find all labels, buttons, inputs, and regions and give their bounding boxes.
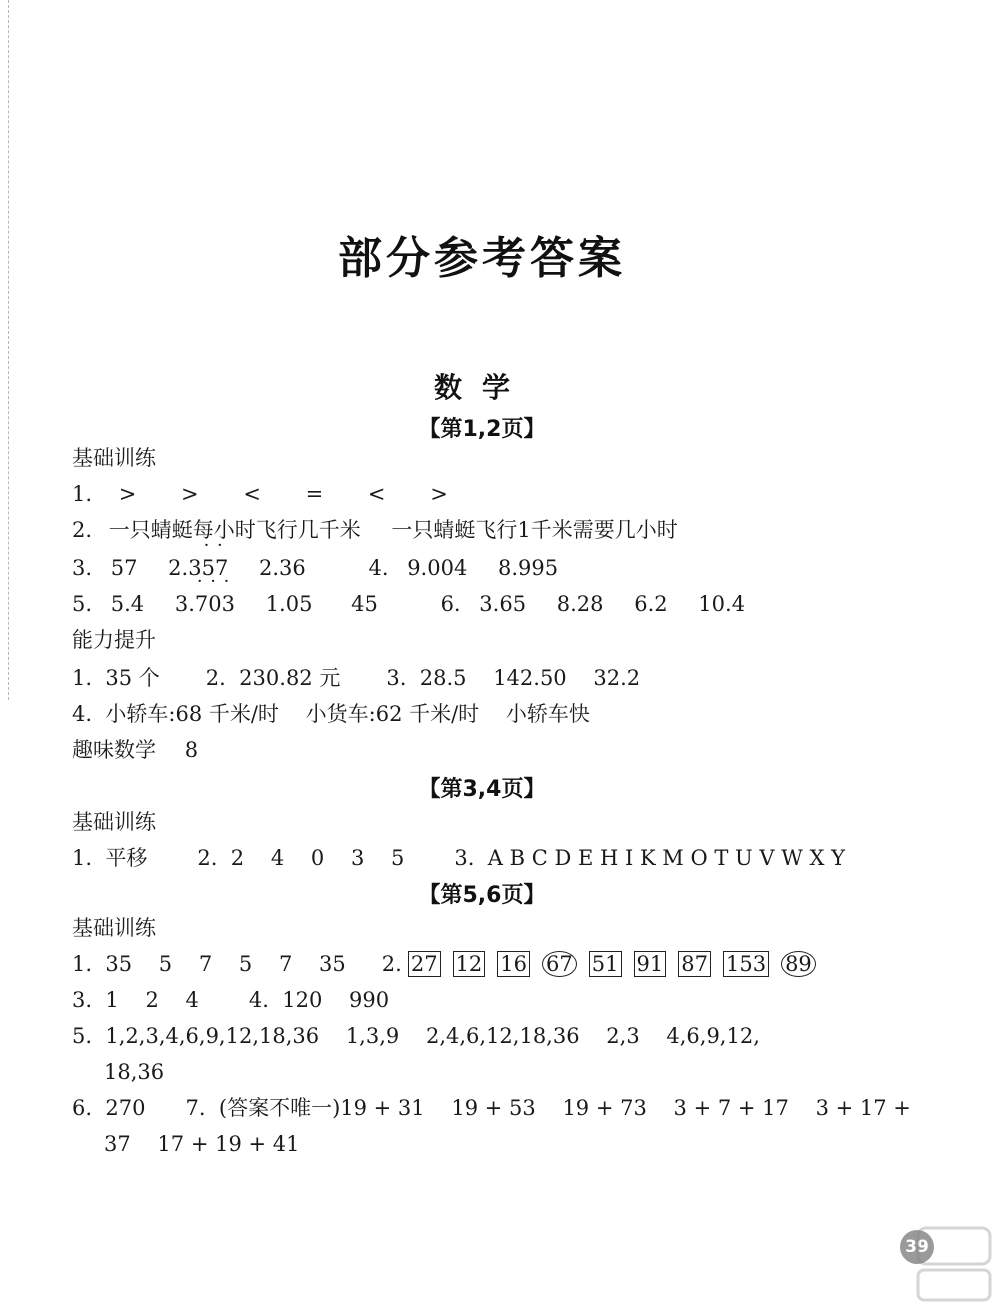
boxed-number: 51 <box>589 951 622 977</box>
answer-line-a1-a3: 1. 35 个 2. 230.82 元 3. 28.5 142.50 32.2 <box>72 666 641 690</box>
answer-line-a4: 4. 小轿车:68 千米/时 小货车:62 千米/时 小轿车快 <box>72 702 590 726</box>
watermark-logo <box>912 1218 996 1308</box>
answer-line-p56-q7-cont: 37 17 + 19 + 41 <box>104 1132 300 1156</box>
boxed-number: 27 <box>408 951 441 977</box>
marked-numbers <box>402 950 822 978</box>
circled-number: 67 <box>542 951 577 977</box>
section-heading-p12: 【第1,2页】 <box>418 417 546 442</box>
basic-training-label: 基础训练 <box>72 446 156 470</box>
answer-line-p56-q5: 5. 1,2,3,4,6,9,12,18,36 1,3,9 2,4,6,12,18,36 2,3 4,6,9,12, <box>72 1024 760 1048</box>
binding-dashed-line <box>8 0 9 700</box>
section-heading-p56: 【第5,6页】 <box>418 883 546 908</box>
answer-line-p56-q6-q7: 6. 270 7. (答案不唯一)19 + 31 19 + 53 19 + 73 3 + 7 + 17 3 + 17 + <box>72 1096 911 1120</box>
fun-math-line: 趣味数学 8 <box>72 738 199 762</box>
boxed-number: 16 <box>497 951 530 977</box>
answer-line-q5-q6: 5. 5.4 3.· 7· 0· 3 1.05 45 6. 3.65 8.28 6.2 10.4 <box>72 590 745 618</box>
answer-line-q3-q4: 3. 57 2.3· 5· 7 2.36 4. 9.004 8.995 <box>72 554 558 582</box>
answer-line-p56-q1-q2: 1. 35 5 7 5 7 35 2. 27 12 16 67 51 91 87 153 89 <box>72 950 822 978</box>
boxed-number: 153 <box>723 951 769 977</box>
answer-line-p56-q5-cont: 18,36 <box>104 1060 165 1084</box>
answer-line-p56-q3-q4: 3. 1 2 4 4. 120 990 <box>72 988 390 1012</box>
page-title: 部分参考答案 <box>338 233 626 284</box>
page-number-badge: 39 <box>900 1230 934 1264</box>
boxed-number: 91 <box>634 951 667 977</box>
subject-heading: 数学 <box>433 371 530 404</box>
basic-training-label: 基础训练 <box>72 916 156 940</box>
answer-line-q2: 2. 一只蜻蜓每小时飞行几千米 一只蜻蜓飞行1千米需要几小时 <box>72 518 678 542</box>
section-heading-p34: 【第3,4页】 <box>418 777 546 802</box>
ability-improvement-label: 能力提升 <box>72 628 156 652</box>
answer-line-q1: 1. > > < = < > <box>72 482 448 506</box>
boxed-number: 87 <box>678 951 711 977</box>
basic-training-label: 基础训练 <box>72 810 156 834</box>
watermark-icon <box>912 1218 996 1308</box>
circled-number: 89 <box>781 951 816 977</box>
answer-line-p34: 1. 平移 2. 2 4 0 3 5 3. A B C D E H I K M O T U V W X Y <box>72 846 846 870</box>
boxed-number: 12 <box>453 951 486 977</box>
